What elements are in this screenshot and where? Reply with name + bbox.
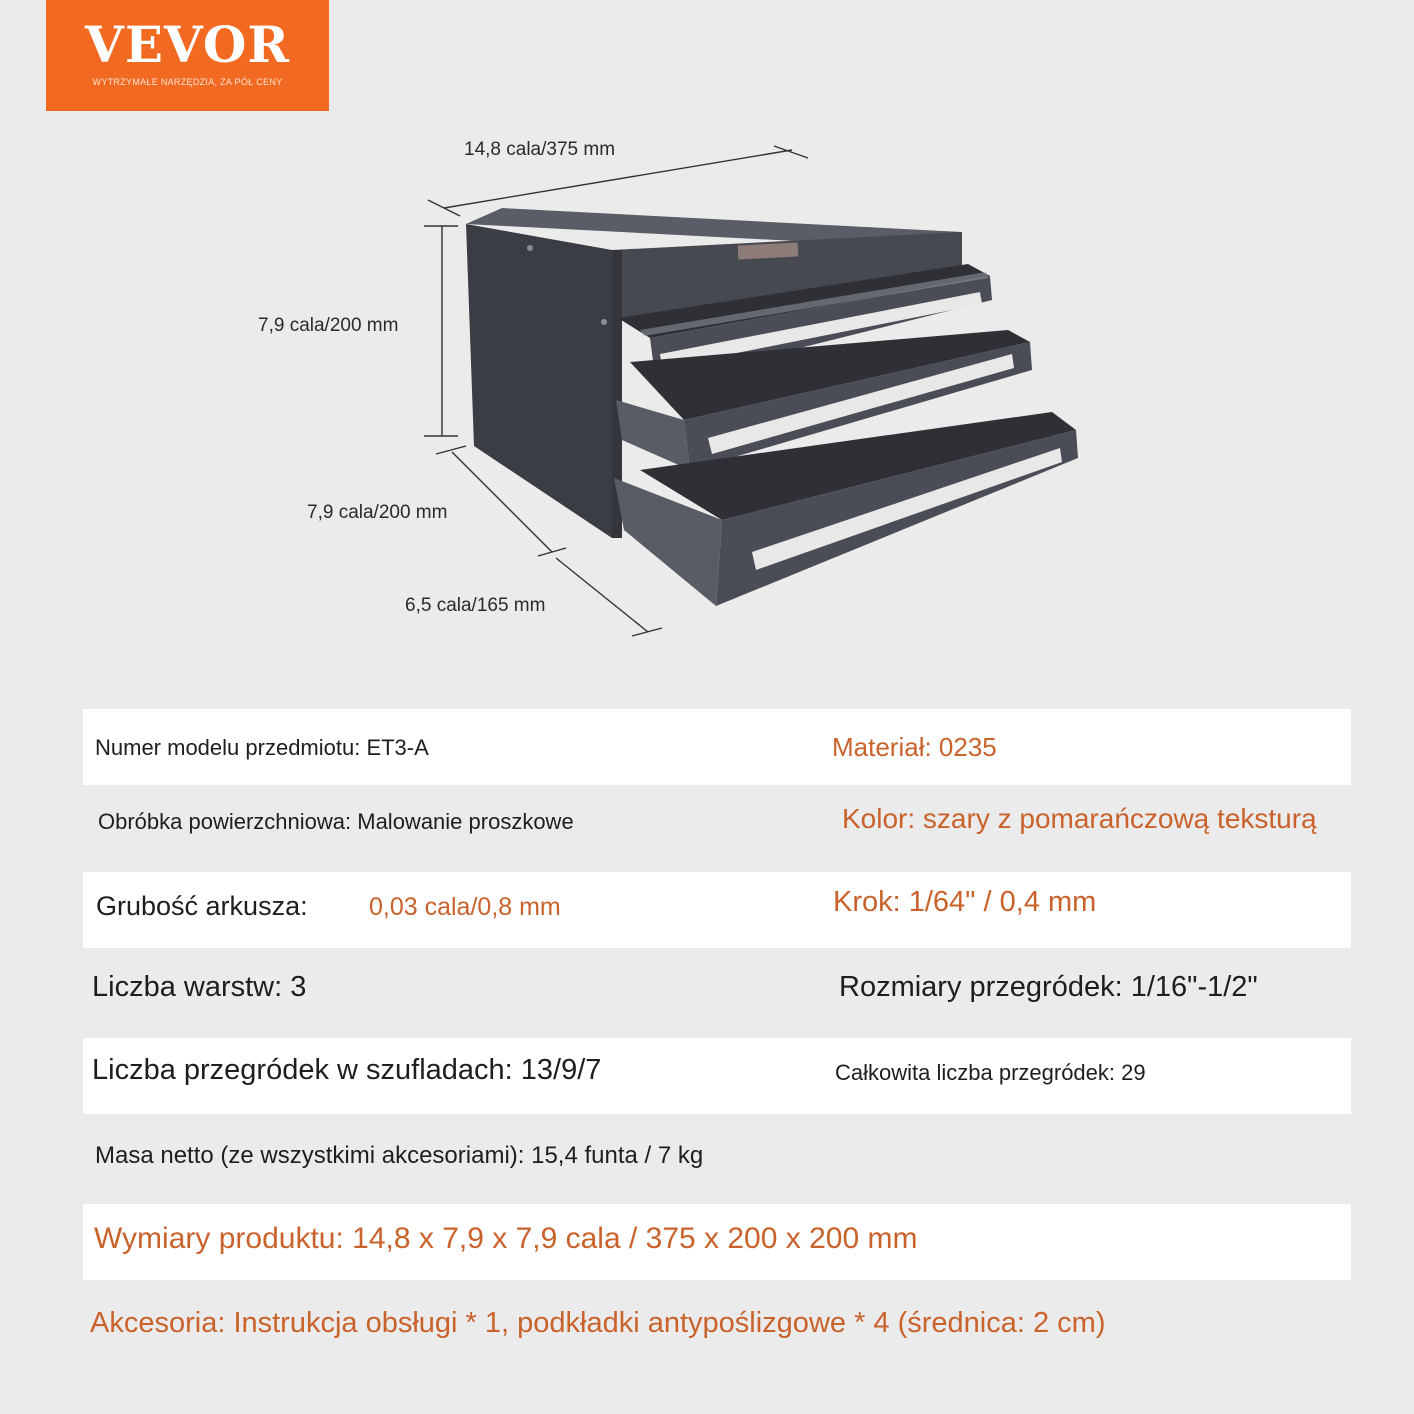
spec-material: Materiał: 0235 — [832, 732, 997, 762]
spec-total-compartments: Całkowita liczba przegródek: 29 — [835, 1060, 1146, 1085]
logo-tagline: WYTRZYMAŁE NARZĘDZIA, ZA PÓŁ CENY — [92, 77, 283, 87]
spec-sheet-label: Grubość arkusza: — [96, 891, 308, 921]
dimension-drawer-depth-label: 6,5 cala/165 mm — [405, 595, 546, 616]
dimension-height-label: 7,9 cala/200 mm — [258, 315, 399, 336]
logo-brand: VEVOR — [85, 15, 290, 74]
spec-row-3 — [83, 872, 1351, 948]
spec-step: Krok: 1/64" / 0,4 mm — [833, 886, 1097, 918]
spec-surface: Obróbka powierzchniowa: Malowanie proszkowe — [98, 809, 574, 834]
spec-row-4 — [83, 953, 1351, 1029]
spec-accessories: Akcesoria: Instrukcja obsługi * 1, podkładki antypoślizgowe * 4 (średnica: 2 cm) — [90, 1307, 1106, 1339]
spec-row-8 — [83, 1290, 1351, 1366]
spec-row-1 — [83, 709, 1351, 785]
spec-product-dims: Wymiary produktu: 14,8 x 7,9 x 7,9 cala / 375 x 200 x 200 mm — [94, 1222, 918, 1255]
spec-net-weight: Masa netto (ze wszystkimi akcesoriami): 15,4 funta / 7 kg — [95, 1142, 704, 1169]
spec-row-5 — [83, 1038, 1351, 1114]
drill-index-cabinet-image — [0, 0, 1414, 660]
spec-compartment-sizes: Rozmiary przegródek: 1/16"-1/2" — [839, 971, 1258, 1003]
spec-layers: Liczba warstw: 3 — [92, 971, 307, 1003]
spec-drawer-compartments: Liczba przegródek w szufladach: 13/9/7 — [92, 1054, 602, 1086]
spec-row-6 — [83, 1120, 1351, 1196]
spec-row-2 — [83, 783, 1351, 859]
spec-model: Numer modelu przedmiotu: ET3-A — [95, 735, 429, 760]
spec-sheet-value: 0,03 cala/0,8 mm — [369, 893, 561, 921]
dimension-depth-label: 7,9 cala/200 mm — [307, 502, 448, 523]
spec-row-7 — [83, 1204, 1351, 1280]
spec-color: Kolor: szary z pomarańczową teksturą — [842, 803, 1317, 834]
dimension-width-label: 14,8 cala/375 mm — [464, 139, 616, 160]
